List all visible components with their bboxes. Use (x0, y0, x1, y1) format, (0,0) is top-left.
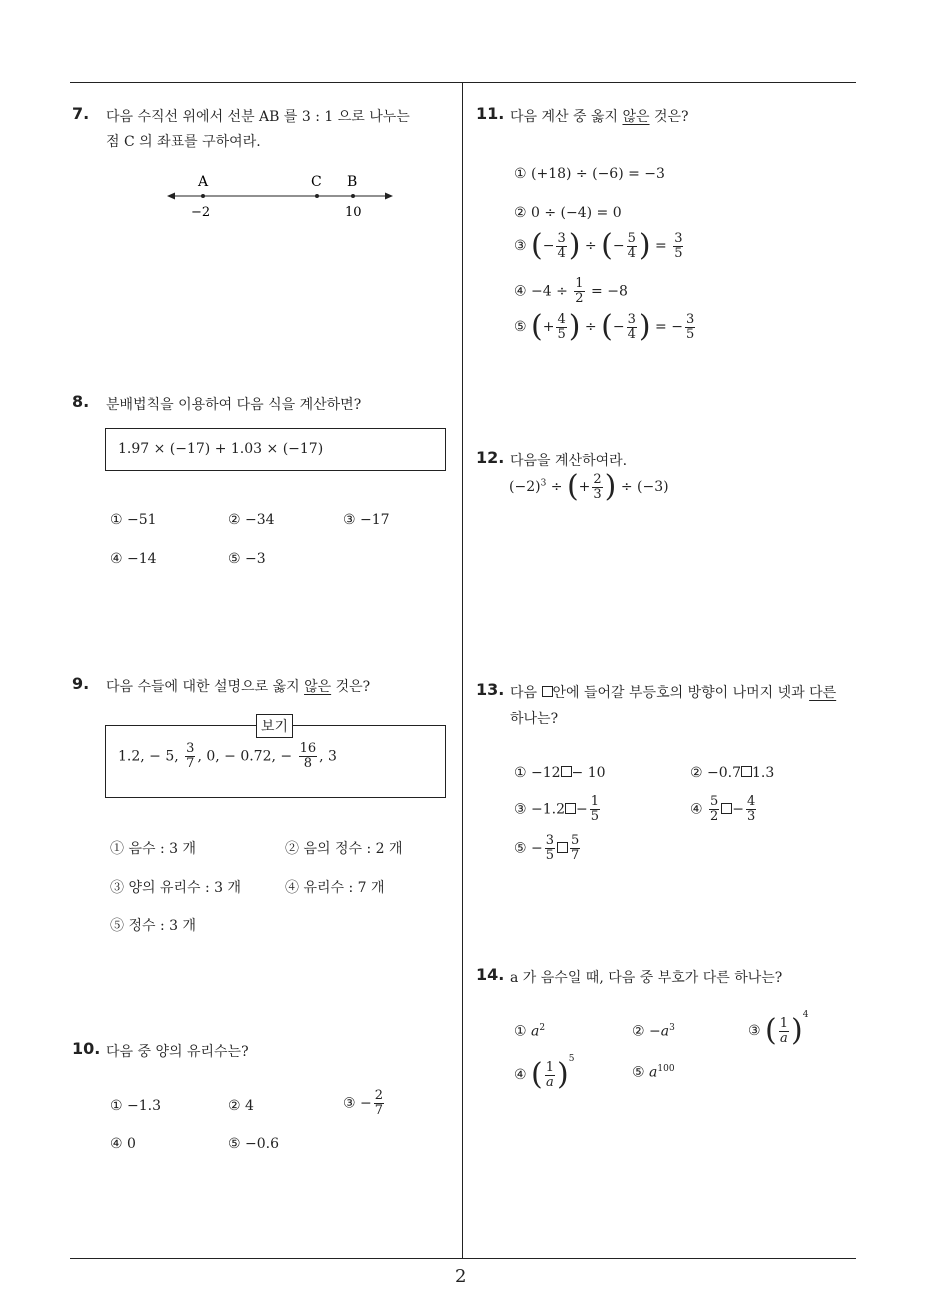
q14-option-2[interactable]: ② $-a^3$ (632, 1023, 675, 1040)
q11-option-1[interactable]: ① (+18) ÷ (−6) = −3 (514, 166, 665, 182)
q14-option-3[interactable]: ③ ( $\frac{1}{a})^4$ (748, 1010, 809, 1048)
value-b: 10 (345, 205, 362, 220)
label-b: B (347, 174, 358, 190)
column-divider (462, 82, 463, 1259)
q13-text-line2: 하나는? (510, 711, 559, 727)
point-b (351, 194, 355, 198)
q7-text-line1: 다음 수직선 위에서 선분 AB 를 3 : 1 으로 나누는 (106, 109, 410, 125)
q11-text: 다음 계산 중 옳지 않은 것은? (510, 109, 689, 125)
q9-box-title: 보기 (256, 714, 293, 738)
q7-number: 7. (72, 104, 90, 123)
q14-option-5[interactable]: ⑤ $a^{100}$ (632, 1064, 675, 1081)
q13-option-4[interactable]: ④ $\frac{5}{2}$ − $\frac{4}{3}$ (690, 794, 756, 824)
point-a (201, 194, 205, 198)
q10-text: 다음 중 양의 유리수는? (106, 1044, 249, 1060)
q13-text-line1: 다음 안에 들어갈 부등호의 방향이 나머지 넷과 다른 (510, 685, 837, 701)
q11-number: 11. (476, 104, 505, 123)
q12-expression: $(-2)^3$ ÷ (+ $\frac{2}{3}$ ) ÷ (−3) (509, 469, 669, 504)
q8-expression: 1.97 × (−17) + 1.03 × (−17) (118, 441, 324, 457)
label-c: C (311, 174, 322, 190)
label-a: A (198, 174, 209, 190)
box-symbol (542, 686, 553, 697)
q10-option-5[interactable]: ⑤ −0.6 (228, 1136, 279, 1152)
q13-option-5[interactable]: ⑤ − $\frac{3}{5}$ $\frac{5}{7}$ (514, 833, 580, 863)
q9-text: 다음 수들에 대한 설명으로 옳지 않은 것은? (106, 679, 371, 695)
q11-option-4[interactable]: ④ −4 ÷ $\frac{1}{2}$ = −8 (514, 276, 628, 306)
q8-text: 분배법칙을 이용하여 다음 식을 계산하면? (106, 397, 362, 413)
q10-option-2[interactable]: ② 4 (228, 1098, 254, 1114)
q9-number-list: 1.2, − 5, $\frac{3}{7}$ , 0, − 0.72, − $\frac{16}{8}$ , 3 (118, 741, 337, 771)
q8-number: 8. (72, 392, 90, 411)
q10-option-3[interactable]: ③ − $\frac{2}{7}$ (343, 1088, 384, 1118)
q12-text: 다음을 계산하여라. (510, 453, 628, 469)
number-line-diagram (165, 170, 395, 225)
q11-option-2[interactable]: ② 0 ÷ (−4) = 0 (514, 205, 622, 221)
bottom-rule (70, 1258, 856, 1259)
q9-option-1[interactable]: ① 음수 : 3 개 (110, 841, 196, 857)
q8-option-3[interactable]: ③ −17 (343, 512, 390, 528)
q14-text: a 가 음수일 때, 다음 중 부호가 다른 하나는? (510, 970, 783, 986)
q14-option-1[interactable]: ① $a^2$ (514, 1023, 546, 1040)
q9-option-5[interactable]: ⑤ 정수 : 3 개 (110, 918, 196, 934)
point-c (315, 194, 319, 198)
q8-option-5[interactable]: ⑤ −3 (228, 551, 266, 567)
q7-text-line2: 점 C 의 좌표를 구하여라. (106, 134, 261, 150)
q8-expression-box (105, 428, 446, 471)
q10-number: 10. (72, 1039, 101, 1058)
value-a: −2 (191, 205, 211, 220)
q13-number: 13. (476, 680, 505, 699)
q10-option-1[interactable]: ① −1.3 (110, 1098, 161, 1114)
q8-option-2[interactable]: ② −34 (228, 512, 275, 528)
top-rule (70, 82, 856, 83)
q12-number: 12. (476, 448, 505, 467)
q13-option-1[interactable]: ① −12 − 10 (514, 765, 606, 781)
q8-option-4[interactable]: ④ −14 (110, 551, 157, 567)
q9-option-4[interactable]: ④ 유리수 : 7 개 (285, 880, 385, 896)
q11-option-5[interactable]: ⑤ (+ $\frac{4}{5}$ ) ÷ (− $\frac{3}{4}$ ) = − $\frac{3}{5}$ (514, 309, 695, 344)
q9-option-2[interactable]: ② 음의 정수 : 2 개 (285, 841, 403, 857)
q10-option-4[interactable]: ④ 0 (110, 1136, 136, 1152)
q8-option-1[interactable]: ① −51 (110, 512, 157, 528)
q9-option-3[interactable]: ③ 양의 유리수 : 3 개 (110, 880, 242, 896)
q13-option-2[interactable]: ② −0.7 1.3 (690, 765, 775, 781)
q9-number: 9. (72, 674, 90, 693)
page-number: 2 (455, 1266, 467, 1287)
q14-number: 14. (476, 965, 505, 984)
q11-option-3[interactable]: ③ (− $\frac{3}{4}$ ) ÷ (− $\frac{5}{4}$ ) = $\frac{3}{5}$ (514, 228, 683, 263)
q14-option-4[interactable]: ④ ( $\frac{1}{a})^5$ (514, 1054, 575, 1092)
q13-option-3[interactable]: ③ −1.2 − $\frac{1}{5}$ (514, 794, 600, 824)
